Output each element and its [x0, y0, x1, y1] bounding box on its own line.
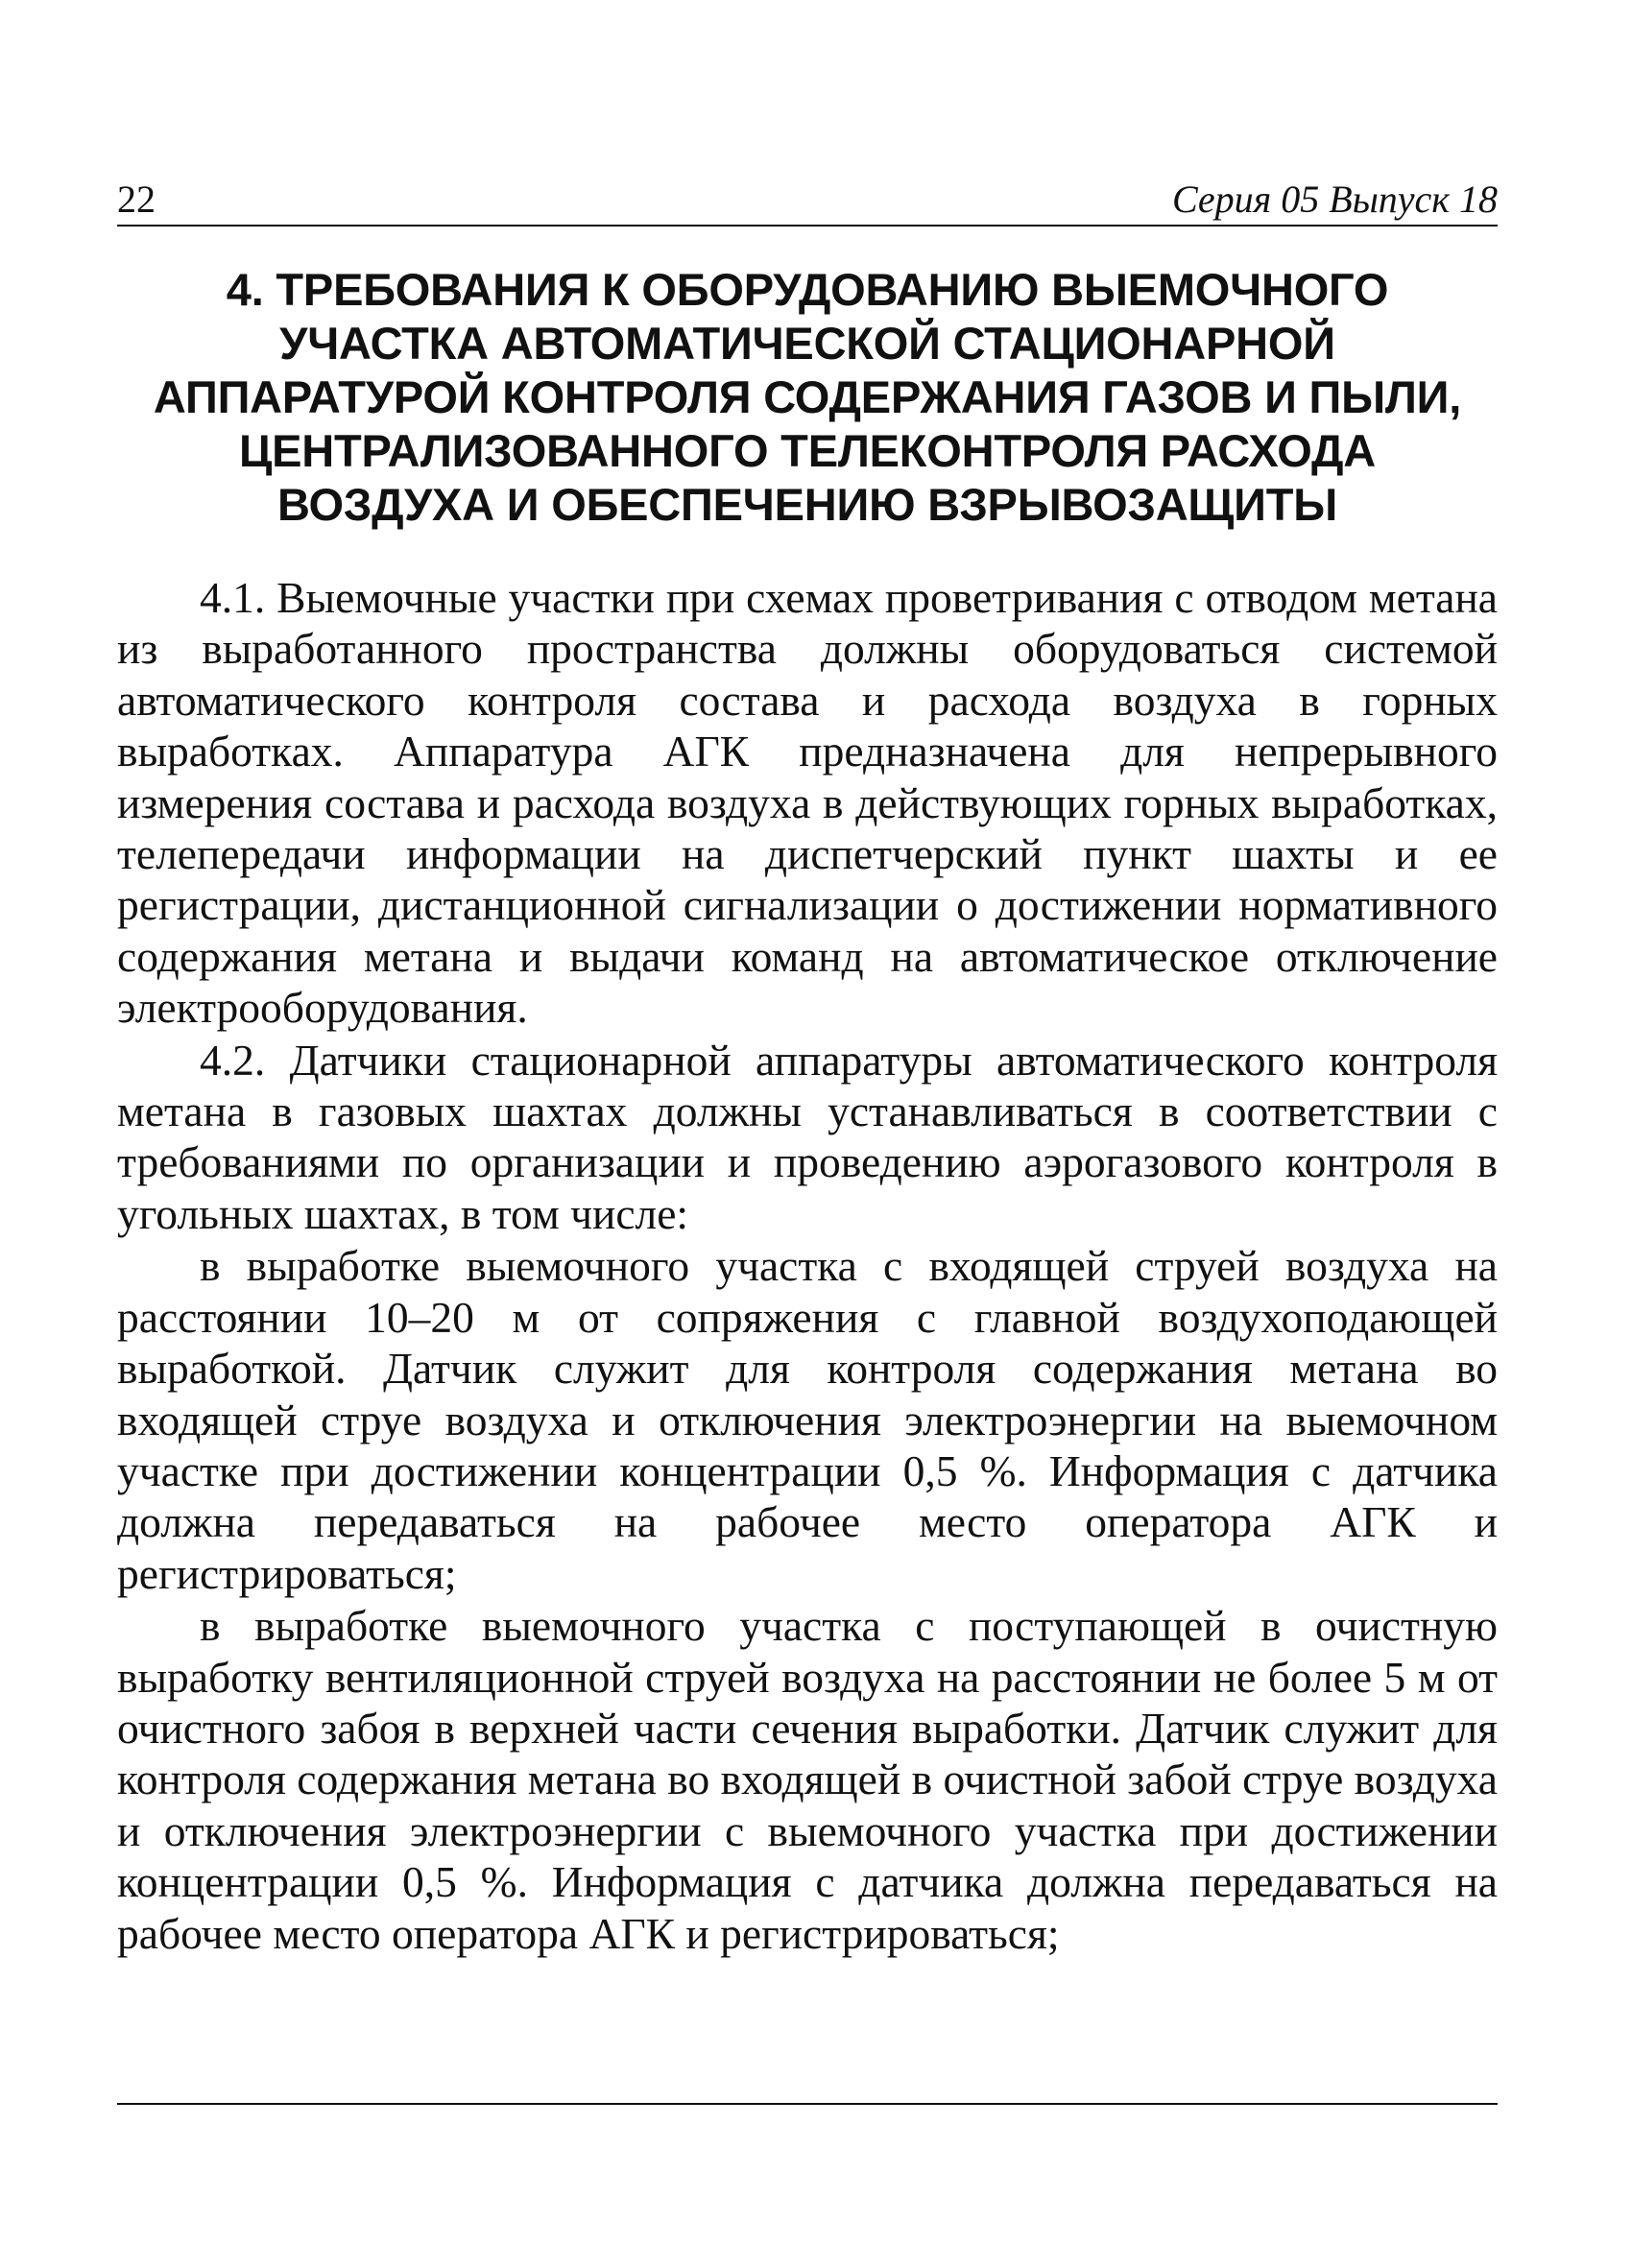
document-page [117, 180, 1498, 1959]
footer-rule [117, 2103, 1498, 2105]
paragraph-4-1: 4.1. Выемочные участки при схемах проветривания с отводом метана из выработанного пространства должны оборудоваться системой автоматического контроля состава и расхода воздуха в горных выработках. Аппаратура АГК предназначена для непрерывного измерения состава и расхода воздуха в действующих горных выработках, телепередачи информации на диспетчерский пункт шахты и ее регистрации, дистанционной сигнализации о достижении нормативного содержания метана и выдачи команд на автоматическое отключение электрооборудования. [117, 573, 1498, 1033]
section-title-line: ВОЗДУХА И ОБЕСПЕЧЕНИЮ ВЗРЫВОЗАЩИТЫ [276, 479, 1338, 530]
running-header [117, 180, 1498, 227]
section-title-line: УЧАСТКА АВТОМАТИЧЕСКОЙ СТАЦИОНАРНОЙ [279, 318, 1335, 369]
body-text [117, 572, 1498, 1959]
section-title-line: АППАРАТУРОЙ КОНТРОЛЯ СОДЕРЖАНИЯ ГАЗОВ И ПЫЛИ, [153, 371, 1462, 422]
page-number: 22 [117, 178, 156, 221]
paragraph-intake-sensor: в выработке выемочного участка с входящей струей воздуха на расстоянии 10–20 м от сопряжения с главной воздухоподающей выработкой. Датчик служит для контроля содержания метана во входящей струе воздуха и отключения электроэнергии на выемочном участке при достижении концентрации 0,5 %. Информация с датчика должна передаваться на рабочее место оператора АГК и регистрироваться; [117, 1241, 1498, 1598]
series-issue: Серия 05 Выпуск 18 [1171, 178, 1498, 221]
paragraph-4-2: 4.2. Датчики стационарной аппаратуры автоматического контроля метана в газовых шахтах должны устанавливаться в соответствии с требованиями по организации и проведению аэрогазового контроля в угольных шахтах, в том числе: [117, 1035, 1498, 1238]
section-title-line: 4. ТРЕБОВАНИЯ К ОБОРУДОВАНИЮ ВЫЕМОЧНОГО [226, 264, 1389, 315]
paragraph-face-sensor: в выработке выемочного участка с поступающей в очистную выработку вентиляционной струей воздуха на расстоянии не более 5 м от очистного забоя в верхней части сечения выработки. Датчик служит для контроля содержания метана во входящей в очистной забой струе воздуха и отключения электроэнергии с выемочного участка при достижении концентрации 0,5 %. Информация с датчика должна передаваться на рабочее место оператора АГК и регистрироваться; [117, 1601, 1498, 1958]
section-title-line: ЦЕНТРАЛИЗОВАННОГО ТЕЛЕКОНТРОЛЯ РАСХОДА [238, 425, 1377, 476]
section-title [117, 263, 1498, 532]
